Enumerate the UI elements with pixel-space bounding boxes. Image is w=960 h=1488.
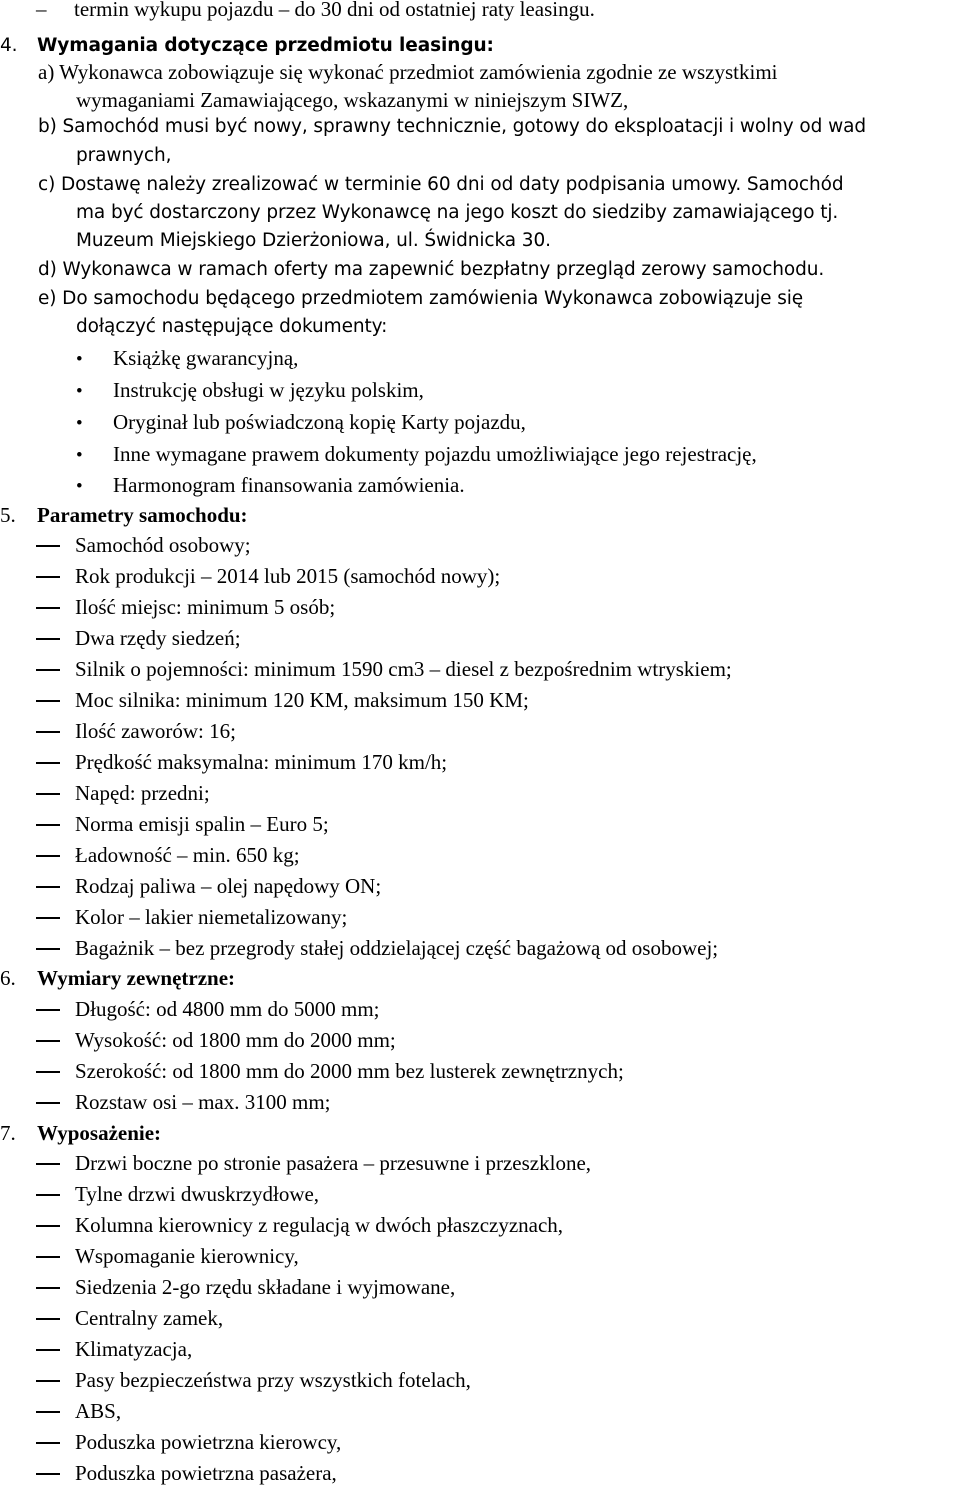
list-item: Poduszka powietrzna kierowcy,: [75, 1430, 342, 1454]
dash-bullet: [36, 1349, 60, 1351]
dash-bullet: [36, 1009, 60, 1011]
list-item: Ilość zaworów: 16;: [75, 719, 236, 743]
list-item: Klimatyzacja,: [75, 1337, 193, 1361]
section-heading: Wyposażenie:: [37, 1121, 162, 1145]
bullet-dot: •: [76, 445, 83, 466]
list-item: Inne wymagane prawem dokumenty pojazdu umożliwiające jego rejestrację,: [113, 442, 757, 466]
dash-bullet: [36, 1473, 60, 1475]
list-item: Pasy bezpieczeństwa przy wszystkich fotelach,: [75, 1368, 471, 1392]
list-item: Długość: od 4800 mm do 5000 mm;: [75, 997, 380, 1021]
dash-bullet: [36, 1318, 60, 1320]
section-heading: Wymiary zewnętrzne:: [37, 966, 236, 990]
dash-bullet: [36, 1411, 60, 1413]
dash-bullet: [36, 731, 60, 733]
paragraph-a-line1: a) Wykonawca zobowiązuje się wykonać przedmiot zamówienia zgodnie ze wszystkimi: [38, 60, 778, 84]
paragraph-c-line3: Muzeum Miejskiego Dzierżoniowa, ul. Świdnicka 30.: [76, 230, 551, 251]
list-item: termin wykupu pojazdu – do 30 dni od ostatniej raty leasingu.: [74, 0, 595, 21]
section-number: 4.: [0, 35, 18, 56]
list-item: Bagażnik – bez przegrody stałej oddzielającej część bagażową od osobowej;: [75, 936, 719, 960]
list-item: Prędkość maksymalna: minimum 170 km/h;: [75, 750, 448, 774]
bullet-dot: •: [76, 476, 83, 497]
list-item: Oryginał lub poświadczoną kopię Karty pojazdu,: [113, 410, 526, 434]
list-item: Wspomaganie kierownicy,: [75, 1244, 299, 1268]
dash-bullet: [36, 855, 60, 857]
section-number: 7.: [0, 1121, 16, 1145]
dash-bullet: [36, 669, 60, 671]
list-item: Kolumna kierownicy z regulacją w dwóch płaszczyznach,: [75, 1213, 564, 1237]
section-number: 6.: [0, 966, 16, 990]
dash-bullet: [36, 917, 60, 919]
dash-bullet: [36, 1163, 60, 1165]
list-item: Rozstaw osi – max. 3100 mm;: [75, 1090, 331, 1114]
section-heading: Parametry samochodu:: [37, 503, 248, 527]
list-item: Instrukcję obsługi w języku polskim,: [113, 378, 424, 402]
list-item: Silnik o pojemności: minimum 1590 cm3 – diesel z bezpośrednim wtryskiem;: [75, 657, 732, 681]
list-item: Rodzaj paliwa – olej napędowy ON;: [75, 874, 382, 898]
dash-bullet: [36, 1225, 60, 1227]
list-item: Tylne drzwi dwuskrzydłowe,: [75, 1182, 320, 1206]
paragraph-b-line2: prawnych,: [76, 145, 172, 166]
dash-bullet: [36, 793, 60, 795]
dash-bullet: [36, 638, 60, 640]
dash-bullet: [36, 607, 60, 609]
dash-bullet: [36, 1256, 60, 1258]
list-item: Samochód osobowy;: [75, 533, 251, 557]
list-item: Moc silnika: minimum 120 KM, maksimum 150 KM;: [75, 688, 529, 712]
dash-bullet: [36, 1287, 60, 1289]
list-item: Napęd: przedni;: [75, 781, 210, 805]
list-item: Wysokość: od 1800 mm do 2000 mm;: [75, 1028, 396, 1052]
list-item: Ilość miejsc: minimum 5 osób;: [75, 595, 336, 619]
paragraph-c-line2: ma być dostarczony przez Wykonawcę na jego koszt do siedziby zamawiającego tj.: [76, 202, 839, 223]
paragraph-b-line1: b) Samochód musi być nowy, sprawny technicznie, gotowy do eksploatacji i wolny od wad: [38, 116, 866, 137]
list-item: Dwa rzędy siedzeń;: [75, 626, 241, 650]
list-item: Harmonogram finansowania zamówienia.: [113, 473, 465, 497]
dash-bullet: [36, 1102, 60, 1104]
dash-bullet: [36, 1194, 60, 1196]
list-item: Szerokość: od 1800 mm do 2000 mm bez lusterek zewnętrznych;: [75, 1059, 624, 1083]
section-number: 5.: [0, 503, 16, 527]
paragraph-e-line1: e) Do samochodu będącego przedmiotem zamówienia Wykonawca zobowiązuje się: [38, 288, 804, 309]
list-item: Poduszka powietrzna pasażera,: [75, 1461, 337, 1485]
dash-bullet: [36, 948, 60, 950]
dash-bullet: [36, 1040, 60, 1042]
list-item: Książkę gwarancyjną,: [113, 346, 299, 370]
bullet-dot: •: [76, 349, 83, 370]
list-item: Ładowność – min. 650 kg;: [75, 843, 300, 867]
dash-bullet: [36, 1442, 60, 1444]
bullet-dot: •: [76, 381, 83, 402]
dash-bullet: [36, 545, 60, 547]
paragraph-c-line1: c) Dostawę należy zrealizować w terminie 60 dni od daty podpisania umowy. Samochód: [38, 174, 844, 195]
paragraph-e-line2: dołączyć następujące dokumenty:: [76, 316, 388, 337]
list-item: Norma emisji spalin – Euro 5;: [75, 812, 329, 836]
list-item: Kolor – lakier niemetalizowany;: [75, 905, 348, 929]
dash-bullet: [36, 1071, 60, 1073]
bullet-dot: •: [76, 413, 83, 434]
dash-bullet: [36, 824, 60, 826]
dash-bullet: [36, 762, 60, 764]
list-item: ABS,: [75, 1399, 122, 1423]
dash-bullet: [36, 700, 60, 702]
dash-bullet: [36, 1380, 60, 1382]
paragraph-a-line2: wymaganiami Zamawiającego, wskazanymi w niniejszym SIWZ,: [76, 88, 629, 112]
dash-bullet: [36, 886, 60, 888]
list-item: Drzwi boczne po stronie pasażera – przesuwne i przeszklone,: [75, 1151, 592, 1175]
list-item: Siedzenia 2-go rzędu składane i wyjmowane,: [75, 1275, 456, 1299]
list-item: Centralny zamek,: [75, 1306, 224, 1330]
dash-bullet: [36, 576, 60, 578]
section-heading: Wymagania dotyczące przedmiotu leasingu:: [37, 35, 494, 56]
dash-bullet: –: [36, 0, 47, 21]
paragraph-d-line1: d) Wykonawca w ramach oferty ma zapewnić bezpłatny przegląd zerowy samochodu.: [38, 259, 825, 280]
list-item: Rok produkcji – 2014 lub 2015 (samochód nowy);: [75, 564, 501, 588]
